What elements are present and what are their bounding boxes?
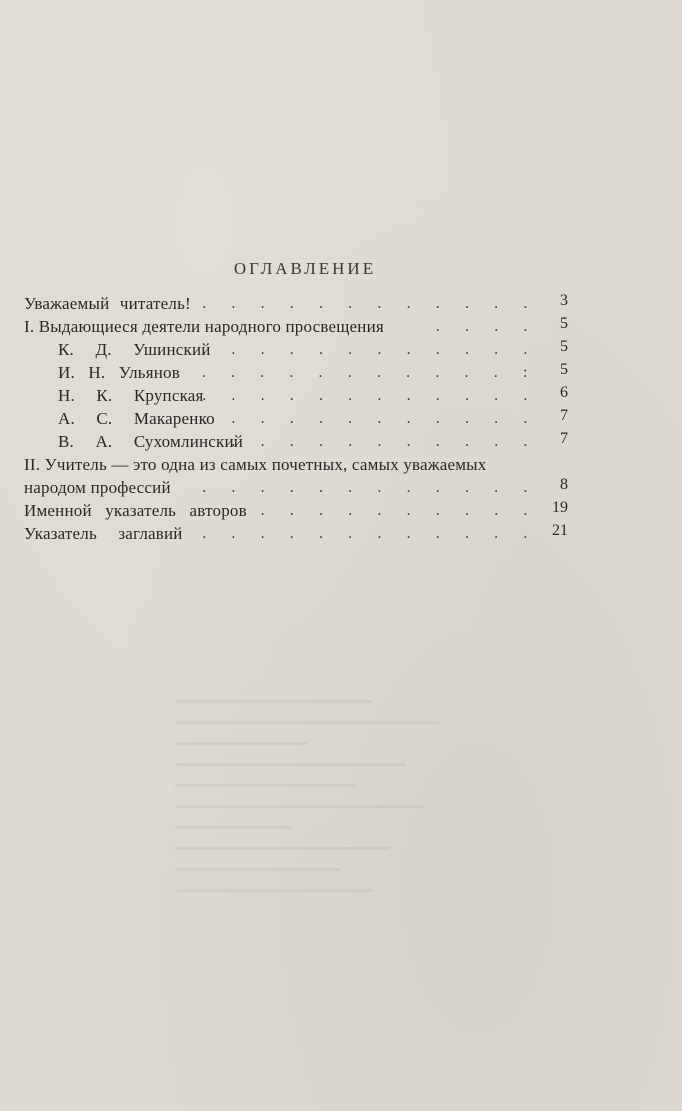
toc-entry-label: Уважаемый читатель! — [24, 294, 191, 313]
toc-entry-leader: . . . . . . . . . . . : — [201, 364, 538, 381]
toc-title: ОГЛАВЛЕНИЕ — [233, 259, 377, 278]
toc-entry-leader: . . . . . . . . . . . . — [202, 525, 538, 542]
toc-entry-leader: . . . . . . . . . . — [260, 502, 538, 519]
toc-entry-page: 3 — [560, 292, 568, 309]
table-of-contents — [24, 292, 572, 545]
toc-entry-leader: . . . . . . . . . . . . — [202, 410, 538, 427]
toc-entry-label: А. С. Макаренко — [58, 409, 215, 428]
toc-entry[interactable] — [24, 499, 572, 522]
toc-entry-page: 5 — [560, 315, 568, 332]
toc-entry[interactable] — [24, 315, 572, 338]
toc-entry[interactable] — [24, 407, 572, 430]
toc-entry-page: 5 — [560, 361, 568, 378]
toc-entry-page: 5 — [560, 338, 568, 355]
toc-entry-leader: . . . . . . . . . . . — [231, 433, 538, 450]
toc-entry-label: И. Н. Ульянов — [58, 363, 180, 382]
toc-entry-leader: . . . . . . . . . . . . — [202, 341, 538, 358]
toc-entry-page: 8 — [560, 476, 568, 493]
toc-entry-page: 7 — [560, 407, 568, 424]
toc-entry-label: II. Учитель — это одна из самых почетных, самых уважаемых — [24, 455, 487, 474]
toc-entry-label: I. Выдающиеся деятели народного просвещения — [24, 317, 384, 336]
bleed-through-texture — [175, 700, 505, 1000]
toc-entry-label: Н. К. Крупская — [58, 386, 204, 405]
toc-entry-label: народом профессий — [24, 478, 171, 497]
toc-entry-page: 6 — [560, 384, 568, 401]
toc-entry[interactable] — [24, 384, 572, 407]
toc-entry-leader: . . . . . . . . . . . . — [202, 479, 538, 496]
toc-entry-page: 21 — [552, 522, 568, 539]
toc-entry-label: В. А. Сухомлинский — [58, 432, 244, 451]
toc-entry-leader: . . . . — [435, 318, 538, 335]
toc-entry-page: 7 — [560, 430, 568, 447]
toc-entry[interactable] — [24, 338, 572, 361]
toc-entry-continuation[interactable] — [24, 476, 572, 499]
toc-entry-label: К. Д. Ушинский — [58, 340, 211, 359]
toc-entry-label: Именной указатель авторов — [24, 501, 247, 520]
toc-entry-label: Указатель заглавий — [24, 524, 183, 543]
toc-entry-leader: . . . . . . . . . . . . — [202, 387, 538, 404]
toc-entry[interactable] — [24, 522, 572, 545]
toc-entry[interactable] — [24, 453, 572, 476]
toc-entry[interactable] — [24, 361, 572, 384]
toc-entry-leader: . . . . . . . . . . . . — [202, 295, 538, 312]
toc-entry-page: 19 — [552, 499, 568, 516]
toc-entry[interactable] — [24, 292, 572, 315]
toc-entry[interactable] — [24, 430, 572, 453]
